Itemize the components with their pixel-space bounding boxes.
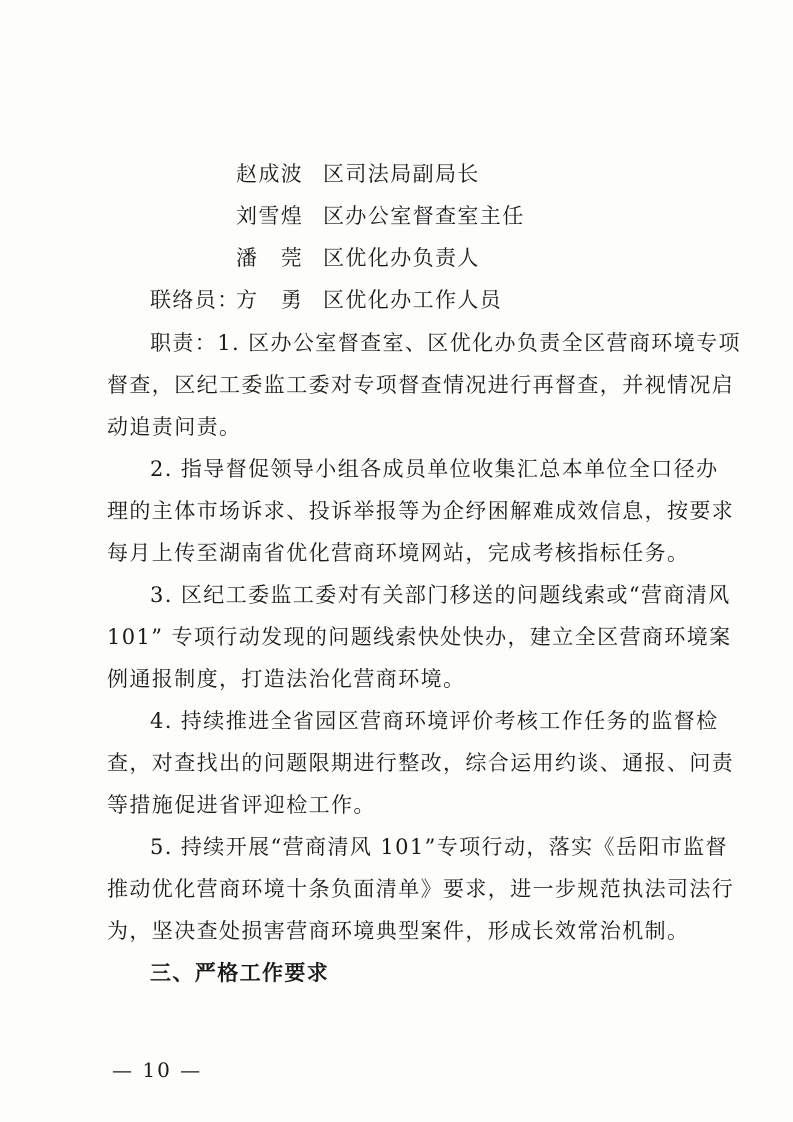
section-heading: 三、严格工作要求: [150, 961, 330, 985]
duty-2-line: 理的主体市场诉求、投诉举报等为企纾困解难成效信息，按要求: [107, 499, 735, 523]
duty-2-line: 2. 指导督促领导小组各成员单位收集汇总本单位全口径办: [150, 457, 719, 481]
duty-1-line: 动追责问责。: [107, 415, 242, 439]
liaison-name: 方 勇: [236, 288, 304, 312]
duty-3-line: 例通报制度，打造法治化营商环境。: [107, 667, 466, 691]
duty-5-line: 5. 持续开展“营商清风 101”专项行动，落实《岳阳市监督: [150, 835, 728, 859]
duty-4-line: 查，对查找出的问题限期进行整改，综合运用约谈、通报、问责: [107, 751, 735, 775]
member-role: 区优化办负责人: [323, 246, 480, 270]
duty-5-line: 为，坚决查处损害营商环境典型案件，形成长效常治机制。: [107, 919, 690, 943]
duty-5-line: 推动优化营商环境十条负面清单》要求，进一步规范执法司法行: [107, 877, 735, 901]
duty-3-line: 101” 专项行动发现的问题线索快处快办，建立全区营商环境案: [107, 625, 732, 649]
duty-4-line: 4. 持续推进全省园区营商环境评价考核工作任务的监督检: [150, 709, 719, 733]
duty-1-line: 督查，区纪工委监工委对专项督查情况进行再督查，并视情况启: [107, 373, 735, 397]
duty-2-line: 每月上传至湖南省优化营商环境网站，完成考核指标任务。: [107, 541, 690, 565]
page-number: — 10 —: [112, 1058, 203, 1082]
member-role: 区司法局副局长: [323, 162, 480, 186]
duty-4-line: 等措施促进省评迎检工作。: [107, 793, 376, 817]
duty-1-line: 职责：1. 区办公室督查室、区优化办负责全区营商环境专项: [150, 331, 741, 355]
duty-3-line: 3. 区纪工委监工委对有关部门移送的问题线索或“营商清风: [150, 583, 731, 607]
member-name: 刘雪煌: [236, 204, 304, 228]
member-name: 潘 莞: [236, 246, 304, 270]
liaison-role: 区优化办工作人员: [323, 288, 503, 312]
liaison-label: 联络员：: [150, 288, 240, 312]
member-role: 区办公室督查室主任: [323, 204, 525, 228]
member-name: 赵成波: [236, 162, 304, 186]
